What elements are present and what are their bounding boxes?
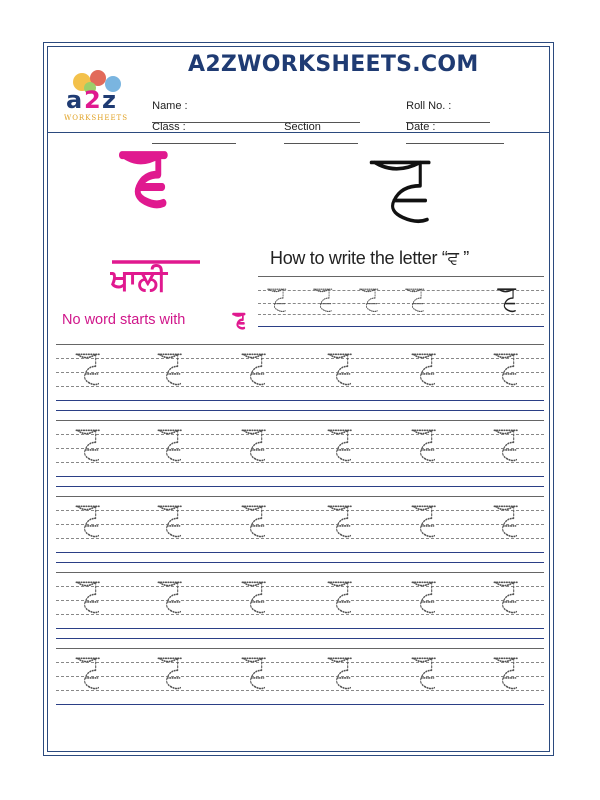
svg-text:2: 2 [84,86,101,114]
howto-baseline [258,326,544,327]
practice-row-1-baseline [56,400,544,401]
trace-letter-r3-c4[interactable] [326,502,354,540]
trace-letter-r2-c2[interactable] [156,426,184,464]
example-word [110,256,202,300]
trace-letter-r1-c3[interactable] [240,350,268,388]
practice-row-2-separator [56,486,544,487]
practice-row-1-top [56,344,544,345]
practice-row-1-lower [56,372,544,373]
trace-letter-r1-c6[interactable] [492,350,520,388]
trace-letter-r2-c6[interactable] [492,426,520,464]
trace-letter-r5-c5[interactable] [410,654,438,692]
practice-row-3-separator [56,562,544,563]
demo-step-4[interactable] [404,286,426,314]
section-label: Section [284,121,321,133]
howto-guide-bottom [258,314,544,315]
practice-row-2-baseline [56,476,544,477]
svg-text:ਖਾਲੀ: ਖਾਲੀ [110,263,167,298]
trace-letter-r4-c1[interactable] [74,578,102,616]
trace-letter-r3-c3[interactable] [240,502,268,540]
practice-row-2-top [56,420,544,421]
date-blank[interactable] [406,133,504,144]
trace-letter-r2-c3[interactable] [240,426,268,464]
svg-text:WORKSHEETS: WORKSHEETS [64,114,129,122]
practice-row-3-baseline [56,552,544,553]
svg-text:a: a [66,86,83,114]
practice-row-4-separator [56,638,544,639]
trace-letter-r4-c6[interactable] [492,578,520,616]
practice-row-3-bottom [56,538,544,539]
howto-text [270,248,469,269]
practice-row-2-mid [56,434,544,435]
practice-row-3-top [56,496,544,497]
trace-letter-r5-c1[interactable] [74,654,102,692]
date-label: Date : [406,121,436,133]
practice-row-4-lower [56,600,544,601]
site-title: A2ZWORKSHEETS.COM [188,52,479,77]
practice-row-5-mid [56,662,544,663]
trace-letter-r1-c5[interactable] [410,350,438,388]
howto-guide-top [258,276,544,277]
practice-row-1-separator [56,410,544,411]
a2z-logo-icon [58,68,136,124]
practice-row-5-bottom [56,690,544,691]
trace-letter-r4-c4[interactable] [326,578,354,616]
trace-letter-r5-c4[interactable] [326,654,354,692]
trace-letter-r3-c1[interactable] [74,502,102,540]
header-divider [47,132,550,133]
practice-row-5-baseline [56,704,544,705]
trace-letter-r2-c5[interactable] [410,426,438,464]
practice-row-4-top [56,572,544,573]
demo-step-1[interactable] [266,286,288,314]
trace-letter-r5-c2[interactable] [156,654,184,692]
no-word-text: No word starts with [62,312,186,328]
trace-letter-r4-c5[interactable] [410,578,438,616]
class-label: Class : [152,121,186,133]
demo-step-5[interactable] [496,286,518,314]
practice-row-3-mid [56,510,544,511]
trace-letter-r2-c1[interactable] [74,426,102,464]
trace-letter-r5-c6[interactable] [492,654,520,692]
letter-pink-small [232,312,246,330]
practice-row-2-bottom [56,462,544,463]
name-label: Name : [152,100,188,112]
trace-letter-r3-c5[interactable] [410,502,438,540]
practice-row-1-mid [56,358,544,359]
practice-row-4-mid [56,586,544,587]
practice-row-3-lower [56,524,544,525]
practice-row-1-bottom [56,386,544,387]
section-blank[interactable] [284,133,358,144]
date-field[interactable] [400,109,504,147]
trace-letter-r1-c1[interactable] [74,350,102,388]
trace-letter-r4-c2[interactable] [156,578,184,616]
practice-row-5-top [56,648,544,649]
class-field[interactable] [146,109,236,147]
trace-letter-r2-c4[interactable] [326,426,354,464]
roll-label: Roll No. : [406,100,452,112]
trace-letter-r4-c3[interactable] [240,578,268,616]
section-field[interactable] [278,109,358,147]
trace-letter-r3-c2[interactable] [156,502,184,540]
class-blank[interactable] [152,133,236,144]
trace-letter-r3-c6[interactable] [492,502,520,540]
practice-row-4-bottom [56,614,544,615]
practice-row-2-lower [56,448,544,449]
howto-prefix: How to write the letter “ [270,248,448,268]
trace-letter-r5-c3[interactable] [240,654,268,692]
trace-letter-r1-c4[interactable] [326,350,354,388]
practice-row-4-baseline [56,628,544,629]
demo-step-3[interactable] [358,286,380,314]
letter-black-large [366,154,436,228]
demo-step-2[interactable] [312,286,334,314]
howto-glyph: ਵ [447,248,459,268]
practice-row-5-lower [56,676,544,677]
trace-letter-r1-c2[interactable] [156,350,184,388]
howto-suffix: ” [458,248,469,268]
svg-text:z: z [102,86,116,114]
letter-pink-large [118,148,170,210]
